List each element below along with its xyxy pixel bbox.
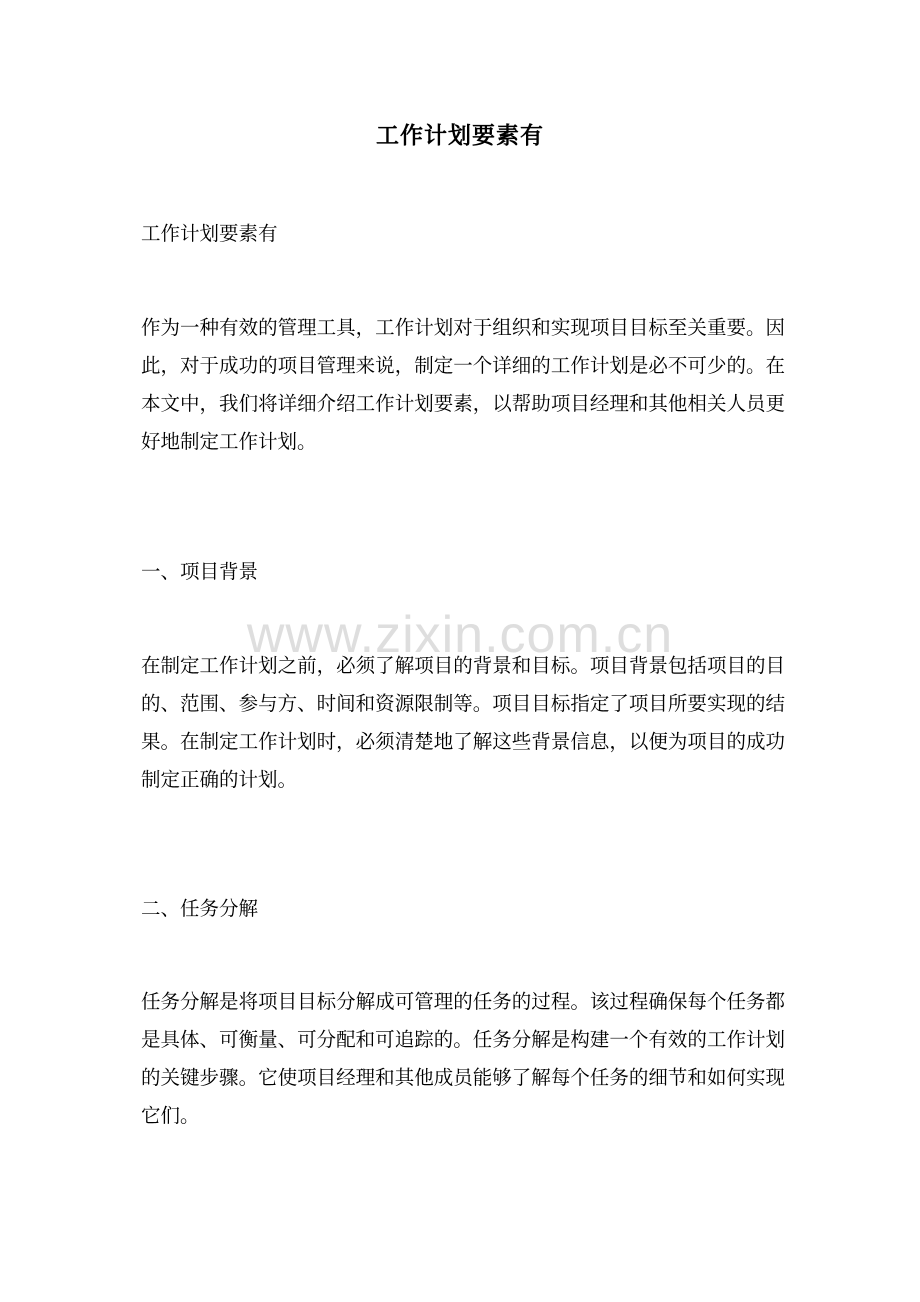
section-body-task-breakdown: 任务分解是将项目目标分解成可管理的任务的过程。该过程确保每个任务都是具体、可衡量、可分配和可追踪的。任务分解是构建一个有效的工作计划的关键步骤。它使项目经理和其他成员能够了解每个任务的细节和如何实现它们。 bbox=[141, 990, 785, 1127]
section-heading-task-breakdown: 二、任务分解 bbox=[141, 897, 259, 920]
document-title: 工作计划要素有 bbox=[376, 122, 544, 149]
watermark: www.zixin.com.cn bbox=[246, 606, 674, 664]
document-subtitle: 工作计划要素有 bbox=[141, 222, 278, 245]
section-body-project-background: 在制定工作计划之前，必须了解项目的背景和目标。项目背景包括项目的目的、范围、参与方、时间和资源限制等。项目目标指定了项目所要实现的结果。在制定工作计划时，必须清楚地了解这些背景信息，以便为项目的成功制定正确的计划。 bbox=[141, 654, 785, 791]
section-heading-project-background: 一、项目背景 bbox=[141, 560, 259, 583]
intro-paragraph: 作为一种有效的管理工具，工作计划对于组织和实现项目目标至关重要。因此，对于成功的项目管理来说，制定一个详细的工作计划是必不可少的。在本文中，我们将详细介绍工作计划要素，以帮助项目经理和其他相关人员更好地制定工作计划。 bbox=[141, 316, 785, 453]
